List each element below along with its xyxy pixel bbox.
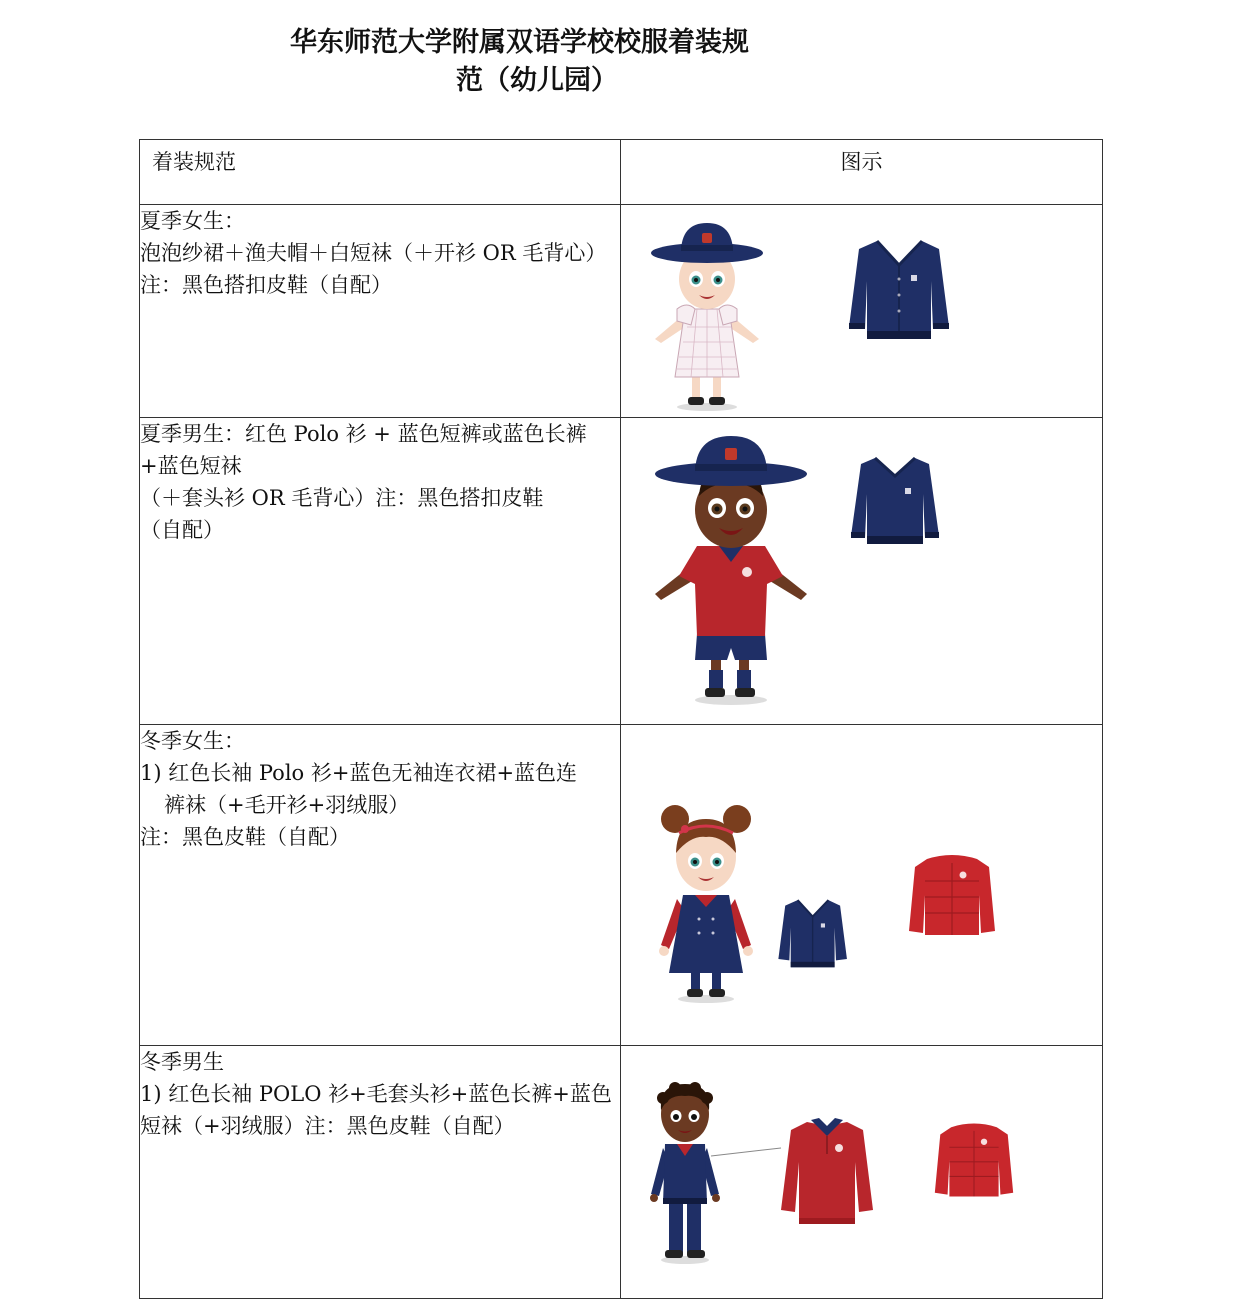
row-description: [140, 1046, 621, 1299]
girl-summer-dress-illustration: [647, 217, 767, 412]
row-description: [140, 205, 621, 418]
row-line: 冬季男生: [140, 1050, 224, 1074]
red-long-sleeve-polo-illustration: [779, 1116, 875, 1228]
row-illustration-cell: [621, 205, 1103, 418]
row-line: 注：黑色皮鞋（自配）: [140, 825, 350, 849]
row-line: 1) 红色长袖 POLO 衫+毛套头衫+蓝色长裤+蓝色短袜（+羽绒服）注：黑色皮鞋（自配）: [140, 1082, 612, 1138]
row-illustration-cell: [621, 418, 1103, 725]
red-down-jacket-illustration: [933, 1118, 1015, 1202]
girl-winter-pinafore-illustration: [651, 795, 761, 1005]
row-line: （＋套头衫 OR 毛背心）注：黑色搭扣皮鞋: [140, 486, 544, 510]
header-spec: 着装规范: [140, 140, 621, 205]
boy-winter-sweater-illustration: [645, 1076, 725, 1266]
row-line: （自配）: [140, 518, 224, 542]
navy-pullover-illustration: [849, 452, 941, 548]
row-description: [140, 725, 621, 1046]
page-title: [290, 24, 810, 100]
title-line-2: 范（幼儿园）: [456, 65, 618, 96]
row-illustration-cell: [621, 725, 1103, 1046]
row-line: 泡泡纱裙＋渔夫帽＋白短袜（＋开衫 OR 毛背心）注：黑色搭扣皮鞋（自配）: [140, 241, 607, 297]
pointer-line: [711, 1146, 783, 1158]
table-row: [140, 205, 1103, 418]
table-row: [140, 725, 1103, 1046]
table-header-row: [140, 140, 1103, 205]
header-illustration: 图示: [621, 140, 1103, 205]
navy-cardigan-illustration: [847, 235, 952, 343]
row-line: 冬季女生：: [140, 729, 245, 753]
row-line: 夏季男生：红色 Polo 衫 + 蓝色短裤或蓝色长裤+蓝色短袜: [140, 422, 587, 478]
table-row: [140, 1046, 1103, 1299]
row-line: 裤袜（+毛开衫+羽绒服）: [164, 793, 410, 817]
row-line: 1) 红色长袖 Polo 衫+蓝色无袖连衣裙+蓝色连: [140, 761, 578, 785]
red-down-jacket-illustration: [907, 851, 997, 939]
table-row: [140, 418, 1103, 725]
row-line: 夏季女生：: [140, 209, 245, 233]
navy-cardigan-illustration: [777, 895, 849, 971]
uniform-spec-table: [139, 139, 1103, 1299]
boy-summer-polo-illustration: [649, 426, 814, 706]
row-illustration-cell: [621, 1046, 1103, 1299]
title-line-1: 华东师范大学附属双语学校校服着装规: [290, 27, 749, 58]
row-description: [140, 418, 621, 725]
